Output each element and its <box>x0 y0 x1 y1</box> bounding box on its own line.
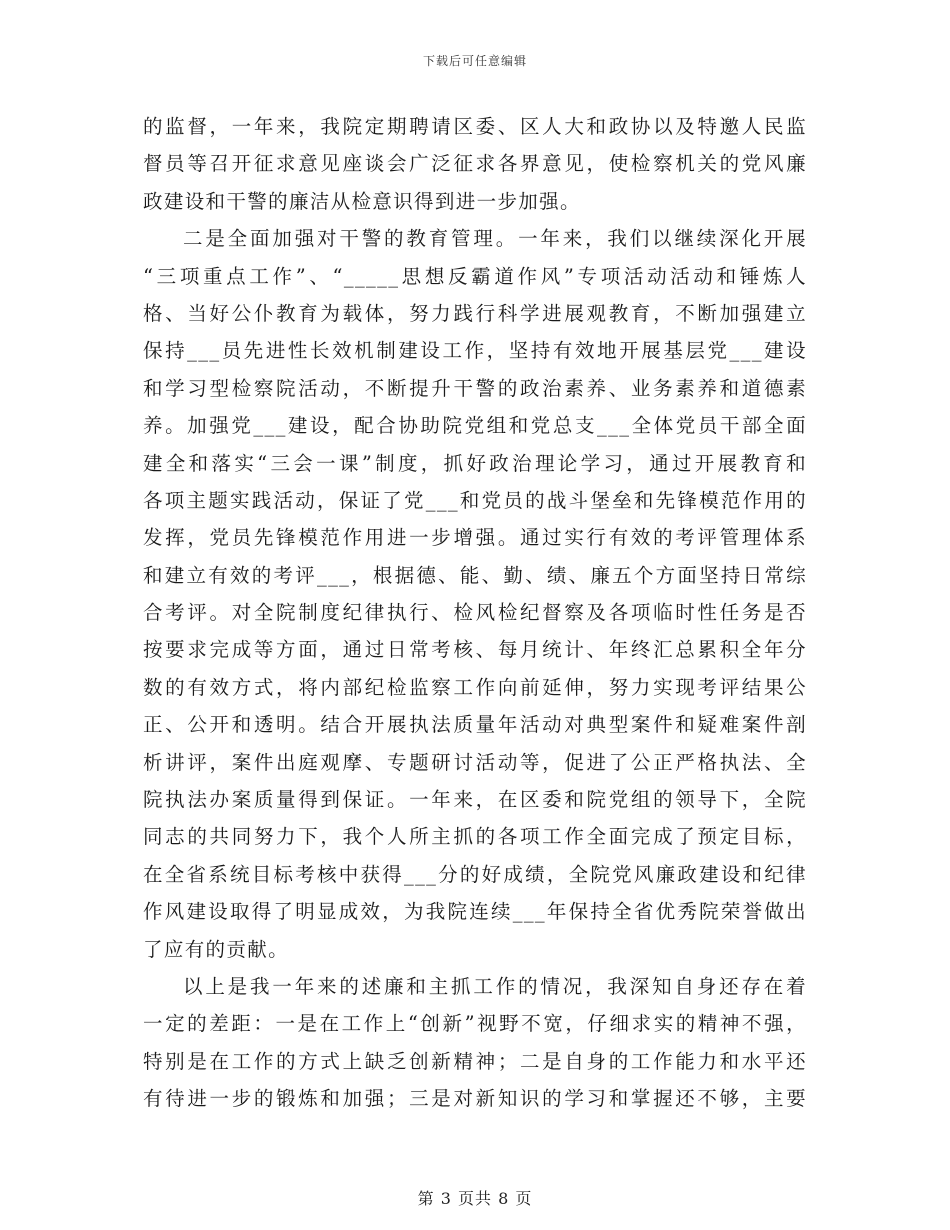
text-line: 督员等召开征求意见座谈会广泛征求各界意见，使检察机关的党风廉 <box>143 152 807 176</box>
text-line: 格、当好公仆教育为载体，努力践行科学进展观教育，不断加强建立 <box>143 301 807 325</box>
text-line: 特别是在工作的方式上缺乏创新精神；二是自身的工作能力和水平还 <box>143 1049 807 1073</box>
text-line: 院执法办案质量得到保证。一年来，在区委和院党组的领导下，全院 <box>143 788 807 812</box>
text-line: 和建立有效的考评___，根据德、能、勤、绩、廉五个方面坚持日常综 <box>143 563 807 587</box>
page-header: 下载后可任意编辑 <box>422 54 527 68</box>
text-line: 养。加强党___建设，配合协助院党组和党总支___全体党员干部全面 <box>143 414 807 438</box>
text-line: 有待进一步的锻炼和加强；三是对新知识的学习和掌握还不够，主要 <box>143 1087 807 1111</box>
text-line: 政建设和干警的廉洁从检意识得到进一步加强。 <box>143 189 581 213</box>
text-line: 作风建设取得了明显成效，为我院连续___年保持全省优秀院荣誉做出 <box>143 900 807 924</box>
text-line: 各项主题实践活动，保证了党___和党员的战斗堡垒和先锋模范作用的 <box>143 488 807 512</box>
text-line: 在全省系统目标考核中获得___分的好成绩，全院党风廉政建设和纪律 <box>143 862 807 886</box>
text-line: 和学习型检察院活动，不断提升干警的政治素养、业务素养和道德素 <box>143 376 807 400</box>
text-line: 的监督，一年来，我院定期聘请区委、区人大和政协以及特邀人民监 <box>143 115 807 138</box>
text-line: “三项重点工作”、“_____思想反霸道作风”专项活动活动和锤炼人 <box>143 264 807 288</box>
text-line: 数的有效方式，将内部纪检监察工作向前延伸，努力实现考评结果公 <box>143 675 807 699</box>
text-line: 按要求完成等方面，通过日常考核、每月统计、年终汇总累积全年分 <box>143 638 807 662</box>
text-line: 保持___员先进性长效机制建设工作，坚持有效地开展基层党___建设 <box>143 339 807 363</box>
text-line: 发挥，党员先锋模范作用进一步增强。通过实行有效的考评管理体系 <box>143 526 807 550</box>
text-line: 同志的共同努力下，我个人所主抓的各项工作全面完成了预定目标， <box>143 825 807 849</box>
text-line: 一定的差距：一是在工作上“创新”视野不宽，仔细求实的精神不强， <box>143 1012 807 1036</box>
document-body <box>143 108 807 1118</box>
text-line: 正、公开和透明。结合开展执法质量年活动对典型案件和疑难案件剖 <box>143 713 807 737</box>
text-line: 析讲评，案件出庭观摩、专题研讨活动等，促进了公正严格执法、全 <box>143 750 807 774</box>
paragraph-first-line: 二是全面加强对干警的教育管理。一年来，我们以继续深化开展 <box>183 227 807 251</box>
text-line: 建全和落实“三会一课”制度，抓好政治理论学习，通过开展教育和 <box>143 451 807 475</box>
text-line: 了应有的贡献。 <box>143 937 289 961</box>
paragraph-first-line: 以上是我一年来的述廉和主抓工作的情况，我深知自身还存在着 <box>183 974 807 998</box>
text-line: 合考评。对全院制度纪律执行、检风检纪督察及各项临时性任务是否 <box>143 601 807 625</box>
page-number: 第 3 页共 8 页 <box>417 1189 533 1208</box>
